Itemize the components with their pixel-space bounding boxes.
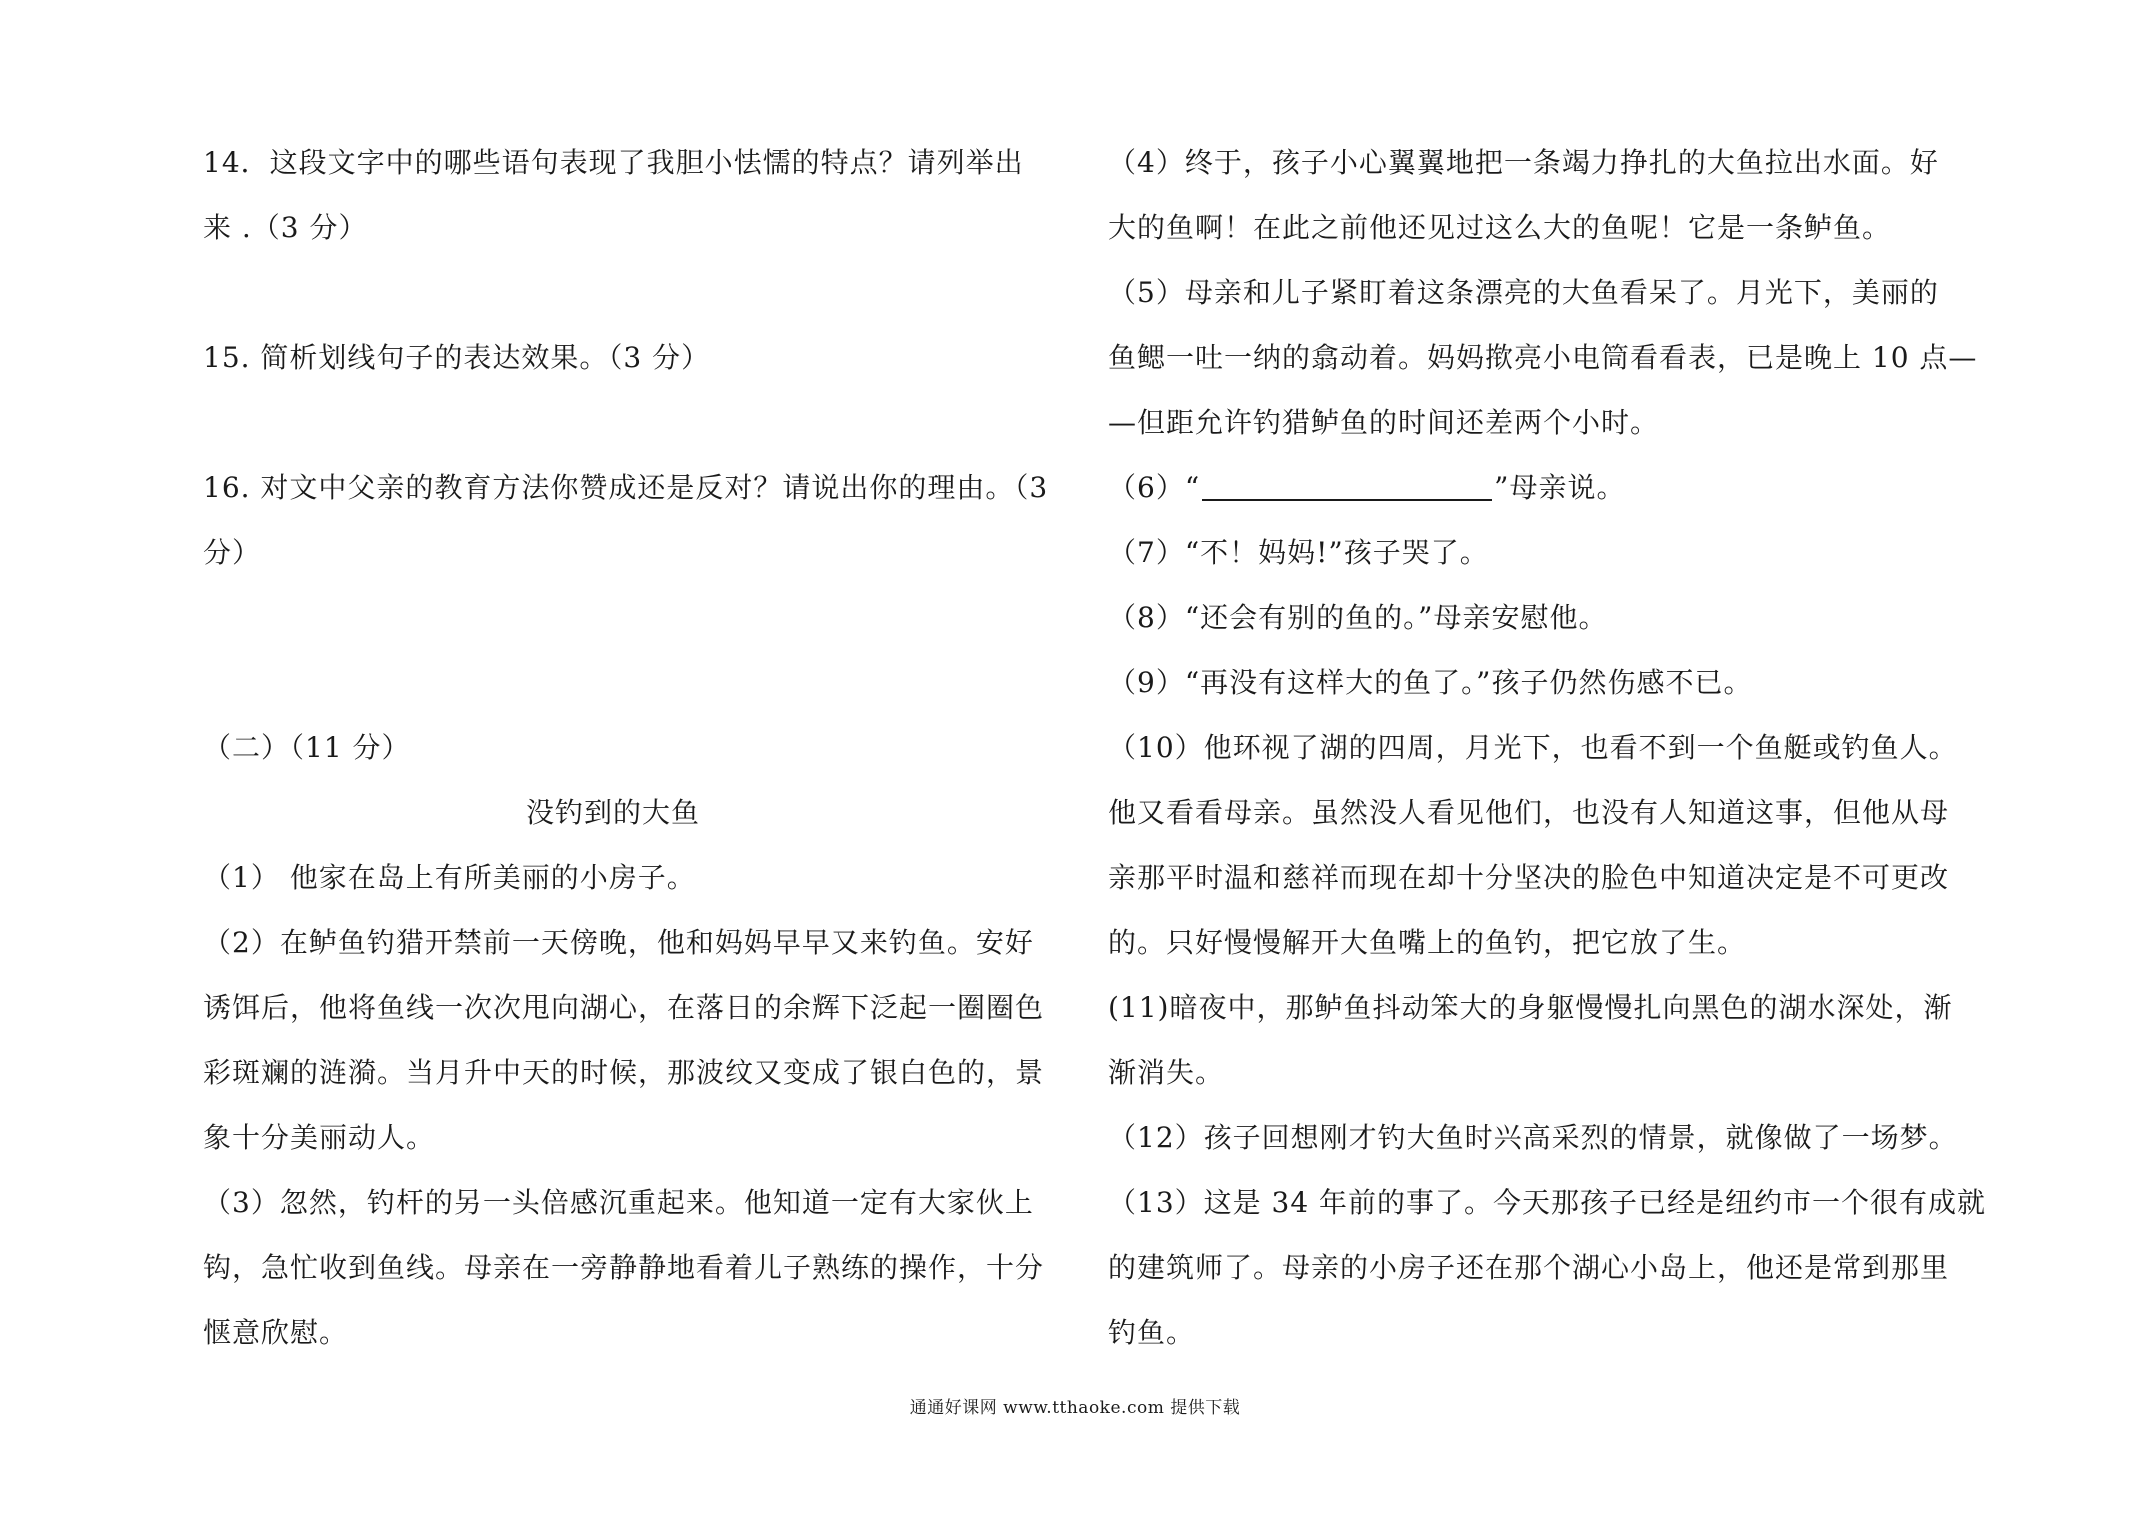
question-text-line: 分） <box>203 536 262 569</box>
paragraph-line: （5）母亲和儿子紧盯着这条漂亮的大鱼看呆了。月光下，美丽的 <box>1108 276 1939 309</box>
paragraph-13 <box>1108 1170 1988 1365</box>
paragraph-line: 钓鱼。 <box>1108 1316 1196 1349</box>
paragraph-line: （1） 他家在岛上有所美丽的小房子。 <box>203 861 696 894</box>
paragraph-6-suffix: ”母亲说。 <box>1494 471 1626 504</box>
paragraph-line: 他又看看母亲。虽然没人看见他们，也没有人知道这事，但他从母 <box>1108 796 1950 829</box>
paragraph-line: （13）这是 34 年前的事了。今天那孩子已经是纽约市一个很有成就 <box>1108 1186 1987 1219</box>
question-14 <box>203 130 1083 260</box>
paragraph-line: （10）他环视了湖的四周，月光下，也看不到一个鱼艇或钓鱼人。 <box>1108 731 1958 764</box>
page-footer: 通通好课网 www.tthaoke.com 提供下载 <box>909 1398 1241 1418</box>
fill-in-blank[interactable] <box>1202 469 1492 501</box>
paragraph-line: 鱼鳃一吐一纳的翕动着。妈妈揿亮小电筒看看表，已是晚上 10 点— <box>1108 341 1978 374</box>
paragraph-12: （12）孩子回想刚才钓大鱼时兴高采烈的情景，就像做了一场梦。 <box>1108 1121 1958 1154</box>
question-text-line: 16. 对文中父亲的教育方法你赞成还是反对？请说出你的理由。（3 <box>203 471 1049 504</box>
paragraph-3 <box>203 1170 1083 1365</box>
question-text-line: 来 .（3 分） <box>203 211 368 244</box>
paragraph-line: 彩斑斓的涟漪。当月升中天的时候，那波纹又变成了银白色的，景 <box>203 1056 1045 1089</box>
question-16 <box>203 455 1083 585</box>
answer-space <box>203 390 1083 455</box>
paragraph-line: 钩，急忙收到鱼线。母亲在一旁静静地看着儿子熟练的操作，十分 <box>203 1251 1045 1284</box>
paragraph-line: （3）忽然，钓杆的另一头倍感沉重起来。他知道一定有大家伙上 <box>203 1186 1034 1219</box>
paragraph-line: 惬意欣慰。 <box>203 1316 349 1349</box>
paragraph-4 <box>1108 130 1988 260</box>
answer-space <box>203 585 1083 715</box>
question-15 <box>203 325 1083 390</box>
paragraph-1 <box>203 845 1083 910</box>
paragraph-10 <box>1108 715 1988 975</box>
paragraph-line: （4）终于，孩子小心翼翼地把一条竭力挣扎的大鱼拉出水面。好 <box>1108 146 1939 179</box>
right-column <box>1108 130 1988 1365</box>
answer-space <box>203 260 1083 325</box>
section-heading: （二）（11 分） <box>203 731 411 764</box>
paragraph-6 <box>1108 455 1988 520</box>
paragraph-line: —但距允许钓猎鲈鱼的时间还差两个小时。 <box>1108 406 1660 439</box>
paragraph-11 <box>1108 975 1988 1105</box>
paragraph-line: （2）在鲈鱼钓猎开禁前一天傍晚，他和妈妈早早又来钓鱼。安好 <box>203 926 1034 959</box>
question-text-line: 15. 简析划线句子的表达效果。（3 分） <box>203 341 711 374</box>
paragraph-2 <box>203 910 1083 1170</box>
paragraph-6-prefix: （6）“ <box>1108 471 1201 504</box>
paragraph-8: （8）“还会有别的鱼的。”母亲安慰他。 <box>1108 601 1608 634</box>
question-text-line: 14．这段文字中的哪些语句表现了我胆小怯懦的特点？请列举出 <box>203 146 1024 179</box>
paragraph-line: 大的鱼啊！在此之前他还见过这么大的鱼呢！它是一条鲈鱼。 <box>1108 211 1892 244</box>
left-column <box>203 130 1083 1365</box>
paragraph-line: (11)暗夜中，那鲈鱼抖动笨大的身躯慢慢扎向黑色的湖水深处，渐 <box>1108 991 1953 1024</box>
article-title: 没钓到的大鱼 <box>525 796 700 829</box>
paragraph-line: 的。只好慢慢解开大鱼嘴上的鱼钓，把它放了生。 <box>1108 926 1747 959</box>
paragraph-line: 亲那平时温和慈祥而现在却十分坚决的脸色中知道决定是不可更改 <box>1108 861 1950 894</box>
paragraph-9: （9）“再没有这样大的鱼了。”孩子仍然伤感不已。 <box>1108 666 1753 699</box>
paragraph-line: 渐消失。 <box>1108 1056 1225 1089</box>
paragraph-line: 诱饵后，他将鱼线一次次甩向湖心，在落日的余辉下泛起一圈圈色 <box>203 991 1045 1024</box>
paragraph-line: 的建筑师了。母亲的小房子还在那个湖心小岛上，他还是常到那里 <box>1108 1251 1950 1284</box>
paragraph-5 <box>1108 260 1988 455</box>
paragraph-line: 象十分美丽动人。 <box>203 1121 436 1154</box>
paragraph-7: （7）“不！妈妈!”孩子哭了。 <box>1108 536 1489 569</box>
